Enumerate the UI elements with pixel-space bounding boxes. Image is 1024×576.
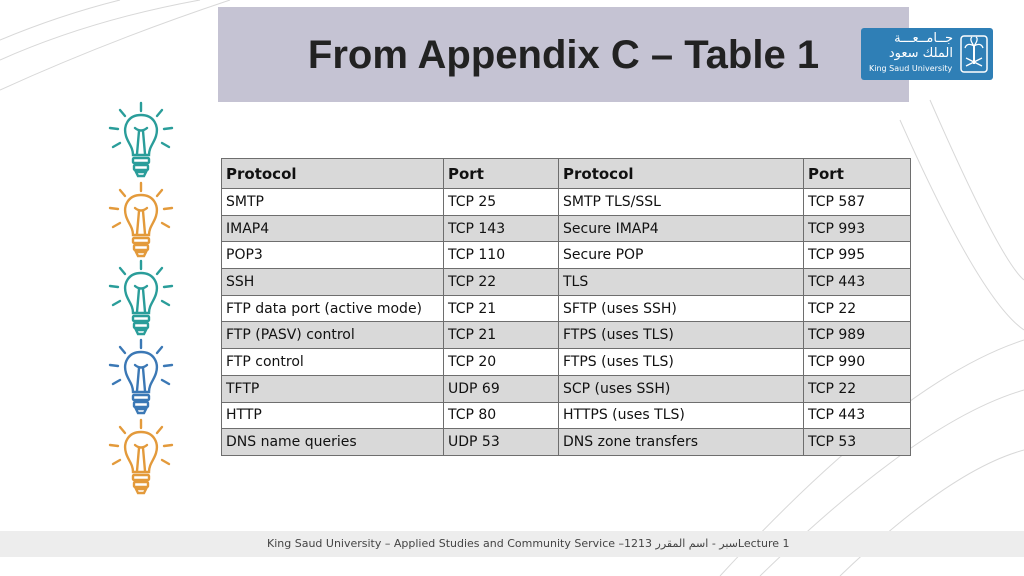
table-row (222, 429, 911, 456)
table-cell: FTP control (222, 349, 444, 376)
table-cell: TCP 22 (444, 269, 559, 296)
table-cell: IMAP4 (222, 215, 444, 242)
column-header: Protocol (222, 159, 444, 189)
column-header: Port (444, 159, 559, 189)
lightbulb-icon-5 (110, 420, 172, 493)
table-row (222, 189, 911, 216)
table-row (222, 295, 911, 322)
table-row (222, 215, 911, 242)
column-header: Port (804, 159, 911, 189)
university-logo (861, 28, 993, 80)
table-row (222, 402, 911, 429)
table-cell: SMTP (222, 189, 444, 216)
lightbulb-icon-1 (110, 103, 172, 176)
table-cell: TCP 25 (444, 189, 559, 216)
table-cell: DNS zone transfers (559, 429, 804, 456)
lightbulb-icon-2 (110, 183, 172, 256)
table-cell: UDP 69 (444, 375, 559, 402)
column-header: Protocol (559, 159, 804, 189)
slide-footer (0, 531, 1024, 557)
table-cell: DNS name queries (222, 429, 444, 456)
table-row (222, 269, 911, 296)
table-cell: UDP 53 (444, 429, 559, 456)
logo-english-name: King Saud University (869, 64, 953, 73)
table-cell: HTTP (222, 402, 444, 429)
lightbulb-column (104, 100, 178, 500)
table-row (222, 242, 911, 269)
table-cell: TFTP (222, 375, 444, 402)
footer-text: King Saud University – Applied Studies and Community Service –1213 سبر - اسم المقررLecture 1 (267, 537, 790, 550)
table-header-row (222, 159, 911, 189)
table-cell: FTP (PASV) control (222, 322, 444, 349)
slide-title: From Appendix C – Table 1 (307, 33, 820, 77)
table-cell: FTP data port (active mode) (222, 295, 444, 322)
table-cell: TCP 22 (804, 295, 911, 322)
lightbulb-icon-3 (110, 261, 172, 334)
table-cell: HTTPS (uses TLS) (559, 402, 804, 429)
table-row (222, 375, 911, 402)
table-cell: TLS (559, 269, 804, 296)
table-cell: TCP 21 (444, 322, 559, 349)
logo-arabic-name: جــامــعـــة الملك سعود (888, 31, 953, 61)
protocol-port-table (221, 158, 911, 456)
table-cell: TCP 990 (804, 349, 911, 376)
table-cell: TCP 53 (804, 429, 911, 456)
table-cell: TCP 22 (804, 375, 911, 402)
table-cell: TCP 587 (804, 189, 911, 216)
table-row (222, 322, 911, 349)
lightbulb-icon-4 (110, 340, 172, 413)
table-cell: TCP 110 (444, 242, 559, 269)
table-cell: SMTP TLS/SSL (559, 189, 804, 216)
table-cell: Secure POP (559, 242, 804, 269)
table-cell: FTPS (uses TLS) (559, 322, 804, 349)
table-cell: TCP 443 (804, 402, 911, 429)
table-cell: TCP 993 (804, 215, 911, 242)
table-cell: TCP 143 (444, 215, 559, 242)
table-cell: SFTP (uses SSH) (559, 295, 804, 322)
table-cell: Secure IMAP4 (559, 215, 804, 242)
table-cell: TCP 80 (444, 402, 559, 429)
table-cell: TCP 443 (804, 269, 911, 296)
title-bar (218, 7, 909, 102)
table-cell: FTPS (uses TLS) (559, 349, 804, 376)
table-cell: TCP 20 (444, 349, 559, 376)
table-cell: TCP 995 (804, 242, 911, 269)
table-cell: TCP 21 (444, 295, 559, 322)
table-cell: TCP 989 (804, 322, 911, 349)
table-cell: SCP (uses SSH) (559, 375, 804, 402)
table-row (222, 349, 911, 376)
palm-emblem-icon (959, 34, 989, 74)
table-cell: POP3 (222, 242, 444, 269)
table-cell: SSH (222, 269, 444, 296)
